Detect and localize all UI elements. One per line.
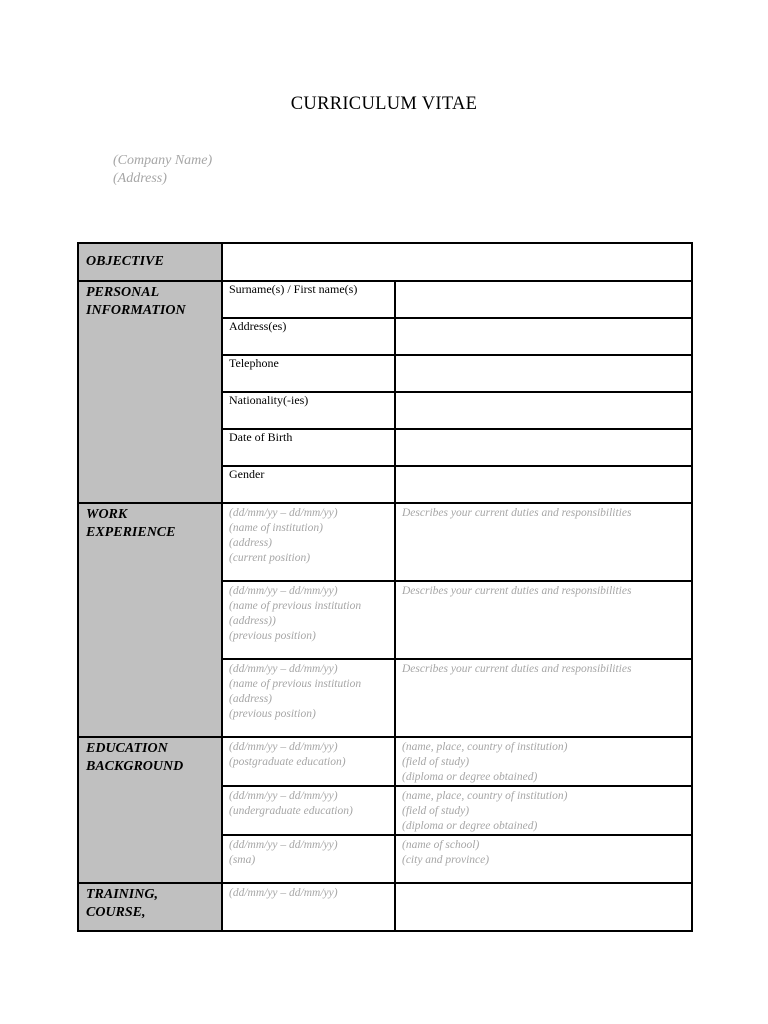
placeholder-line: (name of institution): [229, 522, 323, 534]
placeholder-line: (name of school): [402, 839, 480, 851]
placeholder-line: (name of previous institution: [229, 600, 362, 612]
education-entry-institution[interactable]: [395, 786, 692, 835]
training-entry-details[interactable]: [395, 883, 692, 931]
section-label-line: COURSE,: [86, 905, 146, 920]
work-entry-period[interactable]: [222, 581, 395, 659]
placeholder-line: (dd/mm/yy – dd/mm/yy): [229, 585, 338, 597]
section-training: [78, 883, 222, 931]
label-surname: Surname(s) / First name(s): [222, 281, 395, 318]
section-label-line: TRAINING,: [86, 887, 158, 902]
label-date-of-birth: Date of Birth: [222, 429, 395, 466]
placeholder-line: (address): [229, 537, 273, 549]
placeholder-line: (name, place, country of institution): [402, 790, 568, 802]
placeholder-line: (previous position): [229, 630, 316, 642]
section-label-line: INFORMATION: [86, 303, 186, 318]
placeholder-line: (address)): [229, 615, 276, 627]
education-row: [78, 737, 692, 786]
section-education-background: [78, 737, 222, 883]
placeholder-line: (previous position): [229, 708, 316, 720]
education-entry-institution[interactable]: [395, 835, 692, 883]
placeholder-line: (dd/mm/yy – dd/mm/yy): [229, 507, 338, 519]
training-entry-period[interactable]: [222, 883, 395, 931]
field-telephone[interactable]: [395, 355, 692, 392]
placeholder-line: (diploma or degree obtained): [402, 771, 538, 783]
company-name: (Company Name): [113, 153, 213, 168]
section-label-line: EXPERIENCE: [86, 525, 176, 540]
section-label-line: WORK: [86, 507, 128, 522]
placeholder-line: (field of study): [402, 756, 470, 768]
work-entry-period[interactable]: [222, 503, 395, 581]
section-label-line: BACKGROUND: [86, 759, 184, 774]
company-block: [113, 152, 212, 188]
field-gender[interactable]: [395, 466, 692, 503]
placeholder-line: (field of study): [402, 805, 470, 817]
placeholder-line: (postgraduate education): [229, 756, 346, 768]
placeholder-line: (name, place, country of institution): [402, 741, 568, 753]
placeholder-line: (name of previous institution: [229, 678, 362, 690]
placeholder-line: (current position): [229, 552, 311, 564]
work-entry-duties[interactable]: [395, 503, 692, 581]
placeholder-line: (dd/mm/yy – dd/mm/yy): [229, 790, 338, 802]
section-label-line: PERSONAL: [86, 285, 160, 300]
placeholder-line: Describes your current duties and responsibilities: [402, 663, 632, 675]
label-gender: Gender: [222, 466, 395, 503]
placeholder-line: (address): [229, 693, 273, 705]
section-label-line: EDUCATION: [86, 741, 168, 756]
objective-row: [78, 243, 692, 281]
cv-table: [77, 242, 693, 932]
placeholder-line: Describes your current duties and responsibilities: [402, 585, 632, 597]
document-title: CURRICULUM VITAE: [290, 94, 478, 114]
personal-row: [78, 281, 692, 318]
placeholder-line: (dd/mm/yy – dd/mm/yy): [229, 887, 338, 899]
placeholder-line: (city and province): [402, 854, 490, 866]
field-date-of-birth[interactable]: [395, 429, 692, 466]
field-surname[interactable]: [395, 281, 692, 318]
work-row: [78, 503, 692, 581]
section-objective: OBJECTIVE: [78, 243, 222, 281]
placeholder-line: (sma): [229, 854, 256, 866]
label-address: Address(es): [222, 318, 395, 355]
label-telephone: Telephone: [222, 355, 395, 392]
field-nationality[interactable]: [395, 392, 692, 429]
work-entry-duties[interactable]: [395, 581, 692, 659]
work-entry-duties[interactable]: [395, 659, 692, 737]
education-entry-period[interactable]: [222, 737, 395, 786]
placeholder-line: (dd/mm/yy – dd/mm/yy): [229, 663, 338, 675]
training-row: [78, 883, 692, 931]
placeholder-line: (undergraduate education): [229, 805, 353, 817]
field-address[interactable]: [395, 318, 692, 355]
education-entry-period[interactable]: [222, 835, 395, 883]
placeholder-line: Describes your current duties and responsibilities: [402, 507, 632, 519]
section-work-experience: [78, 503, 222, 737]
company-address: (Address): [113, 171, 167, 186]
label-nationality: Nationality(-ies): [222, 392, 395, 429]
education-entry-institution[interactable]: [395, 737, 692, 786]
placeholder-line: (dd/mm/yy – dd/mm/yy): [229, 741, 338, 753]
education-entry-period[interactable]: [222, 786, 395, 835]
section-personal-information: [78, 281, 222, 503]
work-entry-period[interactable]: [222, 659, 395, 737]
placeholder-line: (dd/mm/yy – dd/mm/yy): [229, 839, 338, 851]
placeholder-line: (diploma or degree obtained): [402, 820, 538, 832]
objective-field[interactable]: [222, 243, 692, 281]
